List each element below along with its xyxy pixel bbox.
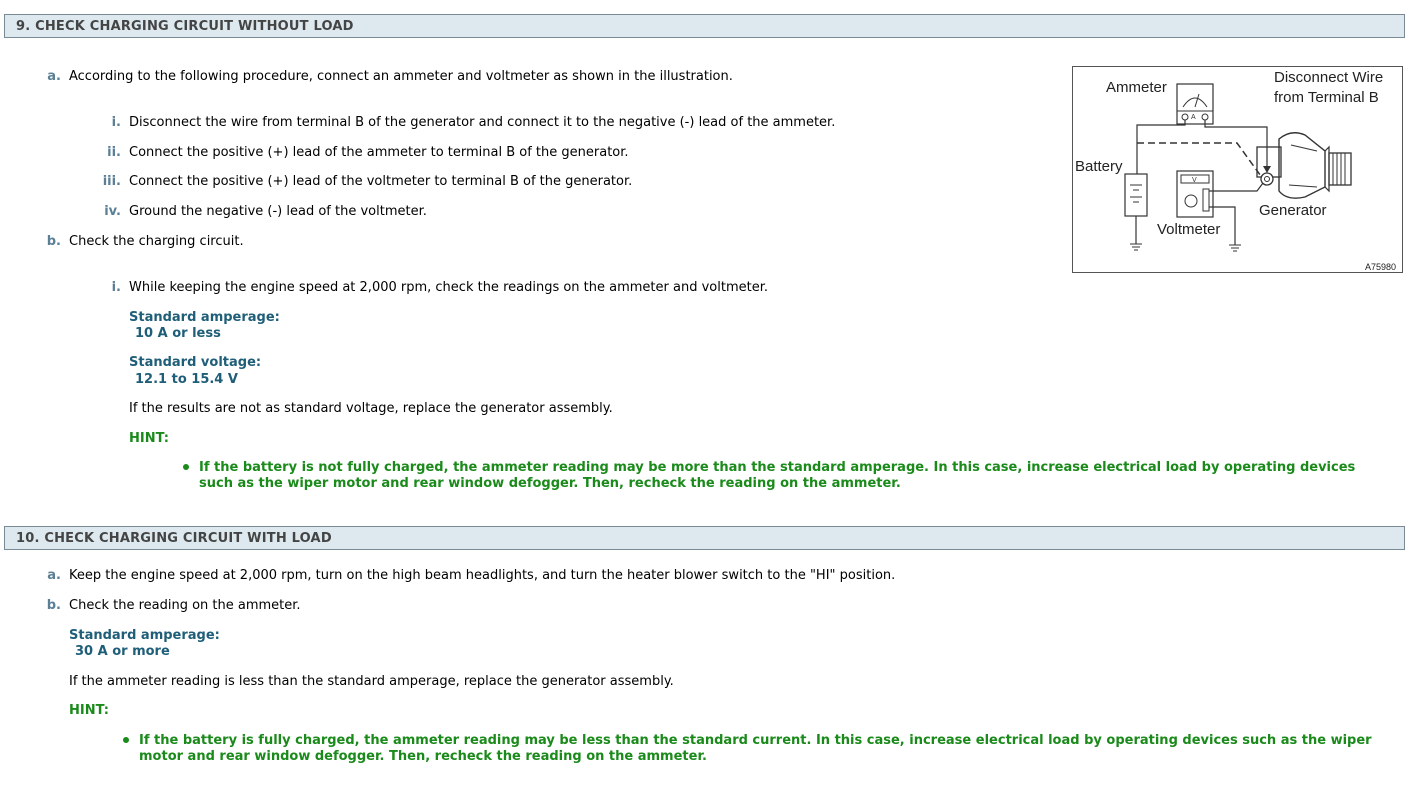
voltmeter-label: Voltmeter xyxy=(1157,221,1221,238)
hint-label: HINT: xyxy=(129,431,169,446)
standard-amperage-value: 30 A or more xyxy=(75,644,170,659)
bullet-icon xyxy=(123,737,129,743)
ammeter-a-label: A xyxy=(1191,114,1196,121)
standard-amperage-label: Standard amperage: xyxy=(129,310,280,325)
substep-text: Ground the negative (-) lead of the voltmeter. xyxy=(129,204,427,219)
substep-label: iii. xyxy=(102,174,121,189)
step-b-label: b. xyxy=(46,234,61,249)
step-b-label: b. xyxy=(46,598,61,613)
charging-circuit-illustration xyxy=(1072,66,1403,273)
section-10-header xyxy=(4,526,1405,550)
figure-code: A75980 xyxy=(1365,262,1397,272)
hint-text-line-2: motor and rear window defogger. Then, recheck the reading on the ammeter. xyxy=(139,749,707,764)
result-text: If the results are not as standard voltage, replace the generator assembly. xyxy=(129,401,613,416)
standard-voltage-label: Standard voltage: xyxy=(129,355,262,370)
substep-text: Disconnect the wire from terminal B of the generator and connect it to the negative (-) lead of the ammeter. xyxy=(129,115,836,130)
hint-text-line-1: If the battery is not fully charged, the ammeter reading may be more than the standard amperage. In this case, increase electrical load by operating devices xyxy=(199,460,1356,475)
battery-label: Battery xyxy=(1075,158,1123,175)
step-b-text: Check the reading on the ammeter. xyxy=(69,598,301,613)
substep-label: iv. xyxy=(104,204,121,219)
ammeter-label: Ammeter xyxy=(1106,79,1167,96)
step-a-label: a. xyxy=(47,69,61,84)
hint-text-line-1: If the battery is fully charged, the ammeter reading may be less than the standard current. In this case, increase electrical load by operating devices such as the wiper xyxy=(139,733,1372,748)
step-b-text: Check the charging circuit. xyxy=(69,234,244,249)
step-a-text: Keep the engine speed at 2,000 rpm, turn on the high beam headlights, and turn the heater blower switch to the "HI" position. xyxy=(69,568,896,583)
step-a-text: According to the following procedure, connect an ammeter and voltmeter as shown in the illustration. xyxy=(69,69,733,84)
disconnect-label-2: from Terminal B xyxy=(1274,89,1379,106)
step-a-label: a. xyxy=(47,568,61,583)
hint-label: HINT: xyxy=(69,703,109,718)
substep-label: ii. xyxy=(107,145,121,160)
hint-text-line-2: such as the wiper motor and rear window defogger. Then, recheck the reading on the ammeter. xyxy=(199,476,901,491)
section-9-header xyxy=(4,14,1405,38)
section-9-title: 9. CHECK CHARGING CIRCUIT WITHOUT LOAD xyxy=(16,19,354,34)
substep-text: Connect the positive (+) lead of the voltmeter to terminal B of the generator. xyxy=(129,174,633,189)
section-10-title: 10. CHECK CHARGING CIRCUIT WITH LOAD xyxy=(16,531,332,546)
disconnect-label-1: Disconnect Wire xyxy=(1274,69,1384,86)
substep-text: Connect the positive (+) lead of the ammeter to terminal B of the generator. xyxy=(129,145,629,160)
standard-voltage-value: 12.1 to 15.4 V xyxy=(135,372,238,387)
battery-icon xyxy=(1125,174,1147,216)
substep-label: i. xyxy=(111,280,121,295)
result-text: If the ammeter reading is less than the standard amperage, replace the generator assembly. xyxy=(69,674,674,689)
substep-label: i. xyxy=(111,115,121,130)
standard-amperage-label: Standard amperage: xyxy=(69,628,220,643)
substep-text: While keeping the engine speed at 2,000 rpm, check the readings on the ammeter and voltmeter. xyxy=(129,280,768,295)
standard-amperage-value: 10 A or less xyxy=(135,326,221,341)
generator-icon xyxy=(1257,133,1351,198)
voltmeter-v-label: V xyxy=(1192,177,1197,184)
bullet-icon xyxy=(183,464,189,470)
generator-label: Generator xyxy=(1259,202,1327,219)
